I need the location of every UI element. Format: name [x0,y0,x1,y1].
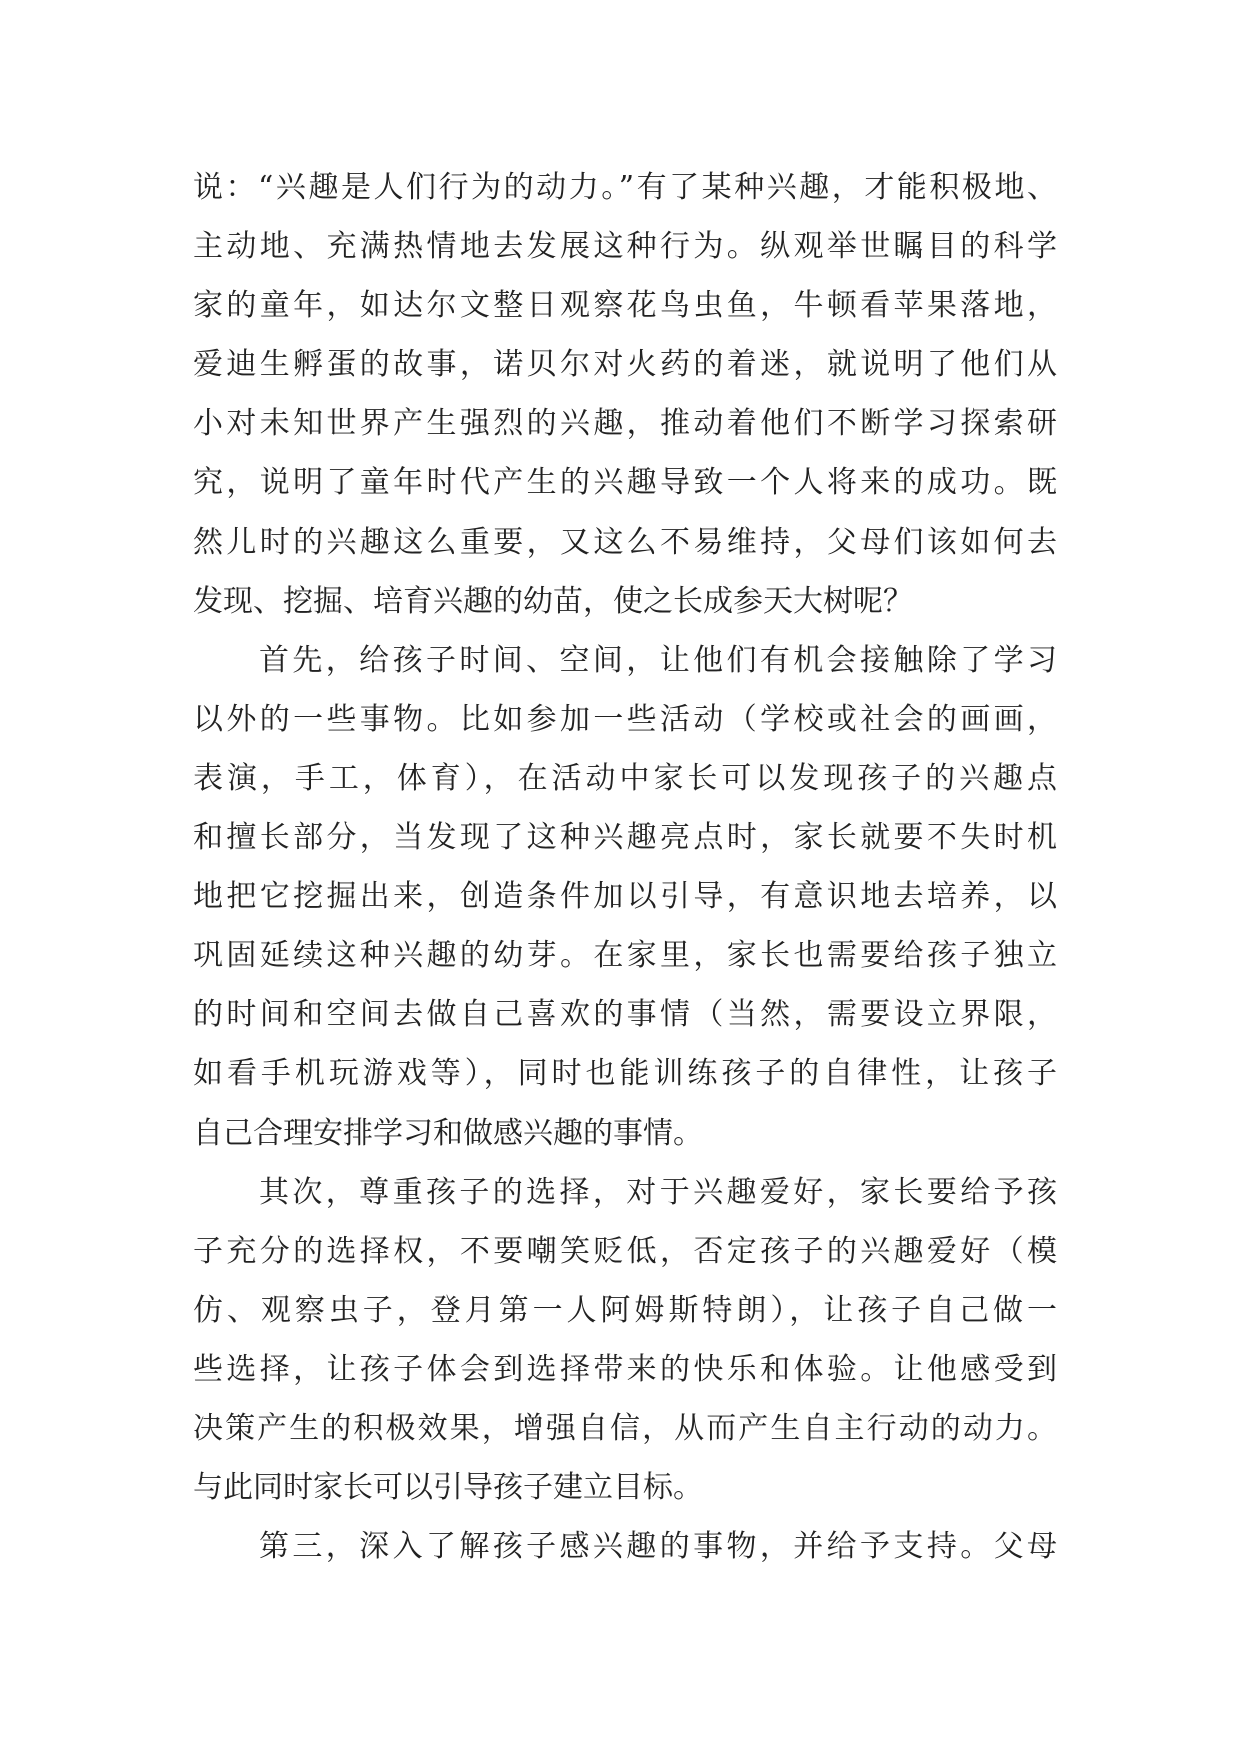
paragraph-4 [193,1517,1057,1576]
paragraph-2 [193,631,1057,1163]
text-line: 些选择，让孩子体会到选择带来的快乐和体验。让他感受到 [193,1351,1057,1387]
text-line: 说：“兴趣是人们行为的动力。”有了某种兴趣，才能积极地、 [193,170,1057,205]
text-line: 表演，手工，体育），在活动中家长可以发现孩子的兴趣点 [193,760,1057,796]
text-line: 家的童年，如达尔文整日观察花鸟虫鱼，牛顿看苹果落地， [193,288,1057,324]
text-line: 然儿时的兴趣这么重要，又这么不易维持，父母们该如何去 [193,524,1057,560]
text-line: 其次，尊重孩子的选择，对于兴趣爱好，家长要给予孩 [259,1174,1057,1210]
paragraph-1 [193,158,1057,631]
text-line: 与此同时家长可以引导孩子建立目标。 [193,1470,703,1506]
text-line: 爱迪生孵蛋的故事，诺贝尔对火药的着迷，就说明了他们从 [193,347,1057,383]
text-line: 主动地、充满热情地去发展这种行为。纵观举世瞩目的科学 [193,229,1057,265]
paragraph-3 [193,1163,1057,1518]
text-line: 和擅长部分，当发现了这种兴趣亮点时，家长就要不失时机 [193,820,1057,856]
text-line: 巩固延续这种兴趣的幼芽。在家里，家长也需要给孩子独立 [193,938,1057,974]
text-line: 决策产生的积极效果，增强自信，从而产生自主行动的动力。 [193,1410,1057,1446]
text-line: 首先，给孩子时间、空间，让他们有机会接触除了学习 [259,642,1057,678]
text-line: 的时间和空间去做自己喜欢的事情（当然，需要设立界限， [193,997,1057,1033]
text-line: 以外的一些事物。比如参加一些活动（学校或社会的画画， [193,701,1057,737]
text-line: 仿、观察虫子，登月第一人阿姆斯特朗），让孩子自己做一 [193,1292,1057,1328]
text-line: 究，说明了童年时代产生的兴趣导致一个人将来的成功。既 [193,465,1057,501]
text-line: 小对未知世界产生强烈的兴趣，推动着他们不断学习探索研 [193,406,1057,442]
text-line: 子充分的选择权，不要嘲笑贬低，否定孩子的兴趣爱好（模 [193,1233,1057,1269]
text-line: 自己合理安排学习和做感兴趣的事情。 [193,1115,703,1151]
text-line: 如看手机玩游戏等），同时也能训练孩子的自律性，让孩子 [193,1056,1057,1092]
body-text [193,158,1057,1576]
text-line: 地把它挖掘出来，创造条件加以引导，有意识地去培养，以 [193,879,1057,915]
text-line: 第三，深入了解孩子感兴趣的事物，并给予支持。父母 [259,1529,1057,1565]
text-line: 发现、挖掘、培育兴趣的幼苗，使之长成参天大树呢？ [193,583,913,619]
